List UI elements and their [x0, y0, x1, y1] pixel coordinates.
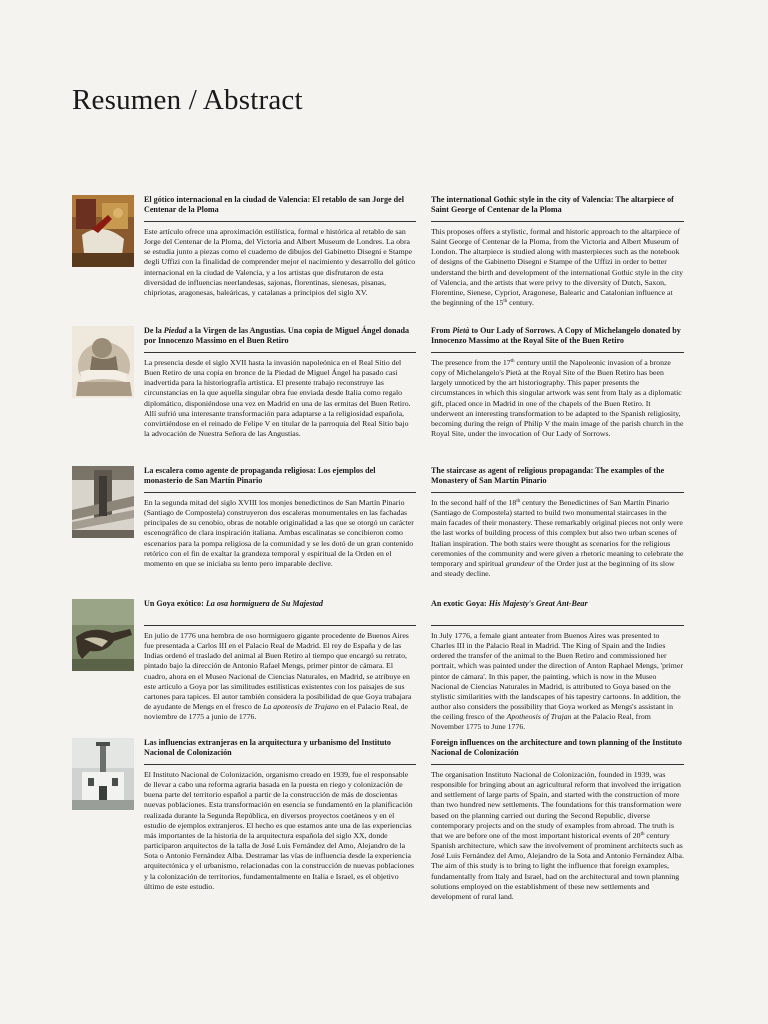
english-column — [431, 599, 684, 733]
entry-body-es: Este artículo ofrece una aproximación estilística, formal e histórica al retablo de san Jorge del Centenar de la Ploma, del Victoria and Albert Museum de Londres. La obra se estudia junto a piezas como el cuaderno de dibujos del Gabinetto Disegni e Stampe degli Uffizi con la finalidad de comprender mejor el nacimiento y desarrollo del gótico internacional en la ciudad de Valencia, y a los artistas que disfrutaron de esta diversidad de influencias neerlandesas, sajonas, florentinas, sienesas, pisanas, chipriotas, aragonesas, baleáricas, y catalanas a principios del siglo XV. — [144, 227, 416, 297]
thumbnail-staircase — [72, 466, 134, 538]
spanish-column — [144, 195, 416, 298]
entry-title-en: An exotic Goya: His Majesty's Great Ant-Bear — [431, 599, 684, 626]
entry-title-en: From Pietà to Our Lady of Sorrows. A Copy of Michelangelo donated by Innocenzo Massimo at the Royal Site of the Buen Retiro — [431, 326, 684, 353]
spanish-column — [144, 738, 416, 892]
thumbnail-altarpiece — [72, 195, 134, 267]
staircase-image — [72, 466, 134, 538]
page-title: Resumen / Abstract — [72, 84, 303, 116]
entry-body-es: La presencia desde el siglo XVII hasta la invasión napoleónica en el Real Sitio del Buen Retiro de una copia en bronce de la Piedad de Miguel Ángel ha pasado casi inadvertida para la historiografía artística. El presente trabajo reconstruye las circunstancias en la que aquella singular obra fue enviada desde Italia como regalo diplomático, disponiéndose una vez en Madrid en una de las ermitas del Buen Retiro. Allí sufrió una interesante transformación para adaptarse a la religiosidad española, convirtiéndose en el reinado de Felipe V en titular de la parroquia del Real Sitio bajo la advocación de Nuestra Señora de las Angustias. — [144, 358, 411, 439]
altarpiece-image — [72, 195, 134, 267]
english-column — [431, 738, 684, 902]
entry-title-es: El gótico internacional en la ciudad de Valencia: El retablo de san Jorge del Centenar de la Ploma — [144, 195, 416, 222]
entry-title-es: Un Goya exótico: La osa hormiguera de Su Majestad — [144, 599, 416, 626]
entry-title-es: La escalera como agente de propaganda religiosa: Los ejemplos del monasterio de San Martín Pinario — [144, 466, 416, 493]
spanish-column — [144, 599, 416, 722]
thumbnail-anteater — [72, 599, 134, 671]
entry-title-es: De la Piedad a la Virgen de las Angustias. Una copia de Miguel Ángel donada por Innocenzo Massimo en el Buen Retiro — [144, 326, 416, 353]
entry-body-en: In the second half of the 18th century the Benedictines of San Martín Pinario (Santiago de Compostela) started to build two monumental staircases in the main facades of their monastery. These remarkably original pieces not only were the last works of building process of this complex but also two urban scenes of Italian inspiration. The both stairs were thought as scenarios for the religious ceremonies of the community and were given a rhetoric meaning to celebrate the temporary and spiritual grandeur of the Order just at the beginning of its slow and steady decline. — [431, 498, 684, 579]
thumbnail-architecture — [72, 738, 134, 810]
entry-title-es: Las influencias extranjeras en la arquitectura y urbanismo del Instituto Nacional de Colonización — [144, 738, 416, 765]
thumbnail-pieta — [72, 326, 134, 398]
entry-body-en: The organisation Instituto Nacional de Colonización, founded in 1939, was responsible for bringing about an agricultural reform that involved the irrigation and settlement of large parts of Spain, and started with the construction of more than two hundred new settlements. The foundations for this transformation were based on the planning carried out during the Second Republic, diverse contemporary projects and on the study of examples from abroad. The truth is that we are before one of the most important historical events of 20th century Spanish architecture, which saw the involvement of prominent architects such as José Luis Fernández del Amo, Alejandro de la Sota and Antonio Fernández Alba. The aim of this study is to bring to light the influence that foreign examples, fundamentally from Italy and Israel, had on the architectural and town planning solutions employed on the establishment of these new settlements and development of rural land. — [431, 770, 684, 901]
english-column — [431, 195, 684, 308]
entry-body-es: En julio de 1776 una hembra de oso hormiguero gigante procedente de Buenos Aires fue presentada a Carlos III en el Palacio Real de Madrid. El rey de España y de las Indias ordenó el traslado del animal al Buen Retiro al tiempo que encargó su retrato, pintado bajo la dirección de Antonio Rafael Mengs, primer pintor de cámara. El cuadro, ahora en el Museo Nacional de Ciencias Naturales, en Madrid, se atribuye en este artículo a Goya por las similitudes estilísticas existentes con los paisajes de sus cartones para tapices. El autor también considera la posibilidad de que Goya trabajara de ayudante de Mengs en el fresco de La apoteosis de Trajano en el Palacio Real, de noviembre de 1775 a junio de 1776. — [144, 631, 412, 722]
english-column — [431, 326, 684, 439]
entry-body-es: El Instituto Nacional de Colonización, organismo creado en 1939, fue el responsable de llevar a cabo una reforma agraria basada en la puesta en riego y colonización de buena parte del territorio español a partir de la construcción de más de doscientas nuevas poblaciones. Esta transformación en esencia se fundamentó en la planificación realizada durante la Segunda República, en diversos proyectos coetáneos y en el estudio de ejemplos extranjeros. El hecho es que estamos ante una de las experiencias más importantes de la historia de la arquitectura española del siglo XX, donde participaron arquitectos de la talla de José Luis Fernández del Amo, Alejandro de la Sota o Antonio Fernández Alba. Destramar las vías de influencia desde la experiencia arquitectónica y el urbanismo, relacionadas con la construcción de nuevas poblaciones y la colonización de territorios, fundamentalmente en Italia e Israel, es el objetivo último de este estudio. — [144, 770, 414, 891]
entry-title-en: The staircase as agent of religious propaganda: The examples of the Monastery of San Martín Pinario — [431, 466, 684, 493]
entry-body-en: In July 1776, a female giant anteater from Buenos Aires was presented to Charles III in the Palacio Real in Madrid. The King of Spain and the Indies ordered the transfer of the animal to the Buen Retiro and commissioned her portrait, which was painted under the direction of Anton Raphael Mengs, 'primer pintor de cámara'. In this paper, the painting, which is now in the Museo Nacional de Ciencias Naturales in Madrid, is attributed to Goya based on the stylistic similarities with the landscapes of his tapestry cartoons. In addition, the author also considers the possibility that Goya worked as Mengs's assistant in the ceiling fresco of the Apotheosis of Trajan at the Palacio Real, from November 1775 to June 1776. — [431, 631, 683, 732]
architecture-photo-image — [72, 738, 134, 810]
pieta-image — [72, 326, 134, 398]
entry-body-en: The presence from the 17th century until the Napoleonic invasion of a bronze copy of Michelangelo's Pietà at the Royal Site of the Buen Retiro has been largely unnoticed by the art historiography. This paper presents the circumstances in which this singular artwork was sent from Italy as a diplomatic gift, placed once in Madrid in one of the chapels of the Buen Retiro. It underwent an interesting transformation to be adapted to the Spanish religiosity, becoming during the reign of Philip V the main image of the parish church in the Royal Site, under the invocation of Our Lady of Sorrows. — [431, 358, 684, 439]
entry-title-en: Foreign influences on the architecture and town planning of the Instituto Nacional de Colonización — [431, 738, 684, 765]
entry-title-en: The international Gothic style in the city of Valencia: The altarpiece of Saint George of Centenar de la Ploma — [431, 195, 684, 222]
entry-body-es: En la segunda mitad del siglo XVIII los monjes benedictinos de San Martín Pinario (Santiago de Compostela) construyeron dos escaleras monumentales en las fachadas principales de su cenobio, obras de notable originalidad a las que se otorgó un carácter escenográfico de clara inspiración italiana. Ambas escalinatas se concibieron como escenarios para la pompa religiosa de la comunidad y se les dotó de un gran contenido retórico con el fin de exaltar la grandeza temporal y espiritual de la Orden en el momento en que se iniciaba su lento pero imparable declive. — [144, 498, 414, 568]
spanish-column — [144, 466, 416, 569]
spanish-column — [144, 326, 416, 439]
anteater-painting-image — [72, 599, 134, 671]
english-column — [431, 466, 684, 579]
entry-body-en: This proposes offers a stylistic, formal and historic approach to the altarpiece of Saint George of Centenar de la Ploma, from the Victoria and Albert Museum of London. The altarpiece is studied along with masterpieces such as the notebook of designs of the Gabinetto Disegni e Stampe of the Uffizi in order to better understand the birth and development of the international Gothic style in the city of Valencia, and the artists that were privy to the diversity of Dutch, Saxon, Florentine, Sienese, Cypriot, Aragonese, Balearic and Catalonian influence at the beginning of the 15th century. — [431, 227, 684, 308]
